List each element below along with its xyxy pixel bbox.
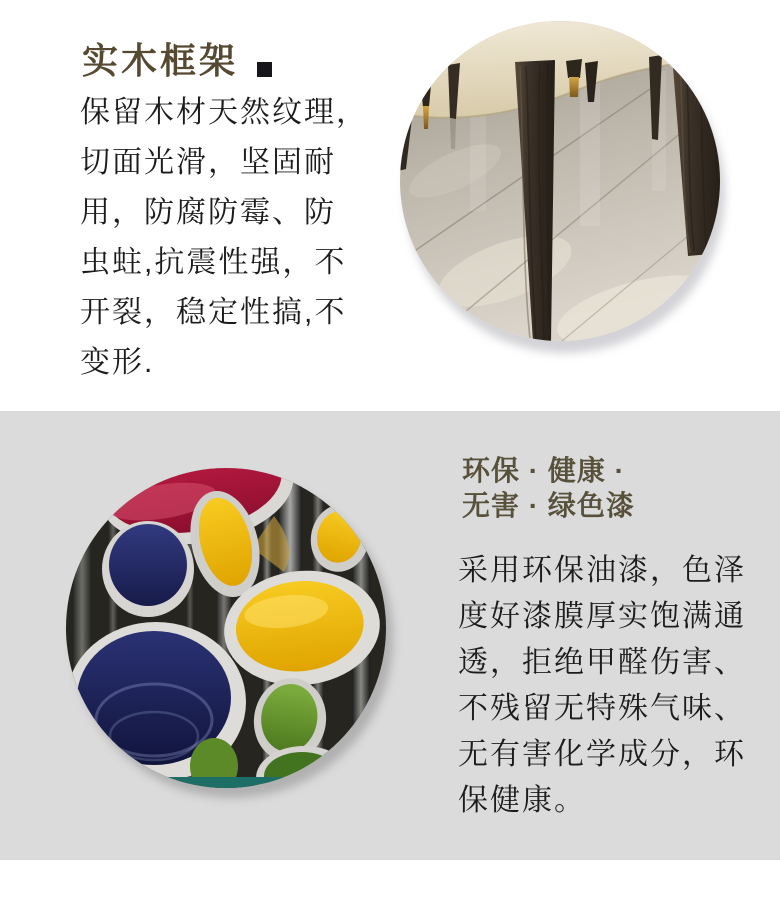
gold-foot [569, 77, 579, 97]
paragraph-line: 透，拒绝甲醛伤害、 [458, 646, 746, 679]
paragraph-line: 无有害化学成分，环 [458, 738, 746, 771]
section-solid-wood-frame [0, 0, 780, 411]
paint-cans-illustration [66, 468, 386, 788]
paint-can-navy-small [102, 521, 194, 617]
paragraph-line: 采用环保油漆，色泽 [458, 554, 746, 587]
paragraph-line: 保留木材天然纹理， [80, 96, 368, 129]
paragraph-line: 度好漆膜厚实饱满通 [458, 600, 746, 633]
paragraph-line: 变形. [80, 346, 155, 379]
gold-foot [423, 106, 429, 129]
paragraph-line: 用，防腐防霉、防 [80, 196, 336, 229]
heading-line: 环保 · 健康 · [462, 455, 625, 486]
table-legs-illustration [400, 21, 720, 341]
section-eco-paint [0, 411, 780, 860]
paragraph-line: 虫蛀,抗震性强，不 [80, 246, 347, 279]
paint-cans-photo [66, 468, 386, 788]
paragraph-line: 切面光滑，坚固耐 [80, 146, 336, 179]
square-bullet-icon [257, 62, 272, 77]
eco-paint-description [458, 548, 746, 824]
section-heading-solid-wood-frame: 实木框架 [82, 40, 239, 81]
solid-wood-description [80, 88, 368, 388]
table-legs-photo [400, 21, 720, 341]
teal-can-edge [161, 777, 296, 788]
paragraph-line: 不残留无特殊气味、 [458, 692, 746, 725]
heading-line: 无害 · 绿色漆 [462, 490, 635, 521]
paragraph-line: 开裂，稳定性搞,不 [80, 296, 347, 329]
section-heading-eco-paint [462, 453, 635, 523]
paragraph-line: 保健康。 [458, 784, 586, 817]
chair-leg [566, 59, 582, 78]
